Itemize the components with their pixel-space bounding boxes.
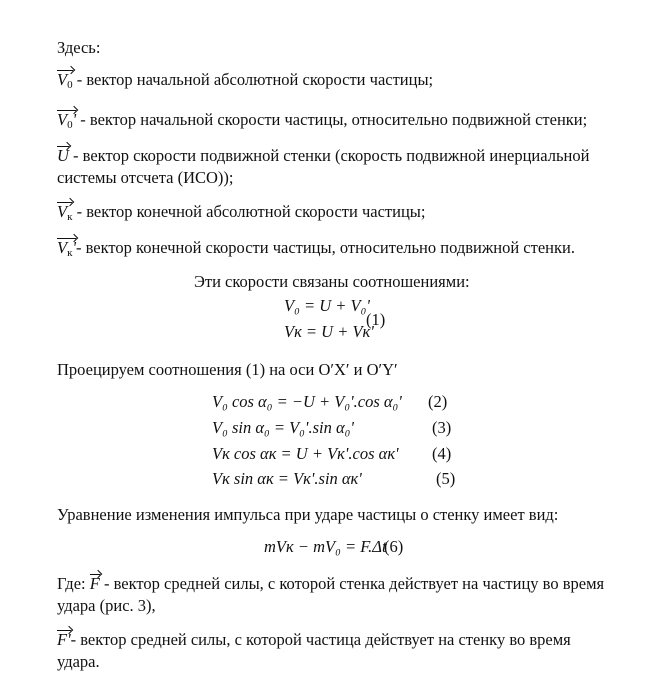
equation-2-number: (2) <box>428 392 448 411</box>
equation-6: mVк − mV₀ = F.Δt <box>264 537 387 556</box>
where-prefix: Где: <box>57 574 90 593</box>
equation-1-line-2: Vк = U + Vк' <box>284 322 374 341</box>
where-f-prime-continued: удара. <box>57 652 100 671</box>
momentum-text: Уравнение изменения импульса при ударе частицы о стенку имеет вид: <box>57 505 559 524</box>
symbol-v0: $V_0$ <box>57 70 73 95</box>
definition-vk <box>57 202 425 227</box>
projection-text: Проецируем соотношения (1) на оси O′X′ и O′Y′ <box>57 360 398 379</box>
intro-text: Здесь: <box>57 38 101 57</box>
definition-v0-text: - вектор начальной абсолютной скорости частицы; <box>72 70 434 89</box>
definition-u-text: - вектор скорости подвижной стенки (скорость подвижной инерциальной <box>68 146 590 165</box>
equation-3: V₀ sin α₀ = V₀'.sin α₀' <box>212 418 354 437</box>
where-f-definition <box>57 574 604 594</box>
definition-v0-prime-text: - вектор начальной скорости частицы, относительно подвижной стенки; <box>76 110 588 129</box>
symbol-v0-prime: $V_0'$ <box>57 110 76 135</box>
equation-4: Vк cos αк = U + Vк'.cos αк' <box>212 444 399 463</box>
symbol-f: F <box>89 574 100 593</box>
equation-4-number: (4) <box>432 444 452 463</box>
equation-5: Vк sin αк = Vк'.sin αк' <box>212 469 362 488</box>
symbol-vk-prime: $V_к'$ <box>57 238 76 263</box>
equation-2: V₀ cos α₀ = −U + V₀'.cos α₀' <box>212 392 402 411</box>
definition-vk-prime-text: - вектор конечной скорости частицы, относительно подвижной стенки. <box>75 238 575 257</box>
definition-vk-text: - вектор конечной абсолютной скорости частицы; <box>72 202 426 221</box>
relation-title: Эти скорости связаны соотношениями: <box>194 272 470 291</box>
where-f-text: - вектор средней силы, с которой стенка действует на частицу во время <box>99 574 605 593</box>
definition-vk-prime <box>57 238 575 263</box>
equation-1-line-1: V₀ = U + V₀' <box>284 296 370 315</box>
equation-6-number: (6) <box>384 537 404 556</box>
definition-v0-prime <box>57 110 587 135</box>
symbol-vk: $V_к$ <box>57 202 72 227</box>
definition-v0 <box>57 70 433 95</box>
definition-u-continued: системы отсчета (ИСО)); <box>57 168 234 187</box>
equation-3-number: (3) <box>432 418 452 437</box>
equation-1-number: (1) <box>366 310 386 329</box>
equation-5-number: (5) <box>436 469 456 488</box>
where-f-continued: удара (рис. 3), <box>57 596 156 615</box>
where-f-prime-definition <box>57 630 571 650</box>
where-f-prime-text: - вектор средней силы, с которой частица действует на стенку во время <box>70 630 571 649</box>
symbol-f-prime: F' <box>57 630 71 649</box>
definition-u <box>57 146 589 166</box>
symbol-u: U <box>57 146 69 165</box>
